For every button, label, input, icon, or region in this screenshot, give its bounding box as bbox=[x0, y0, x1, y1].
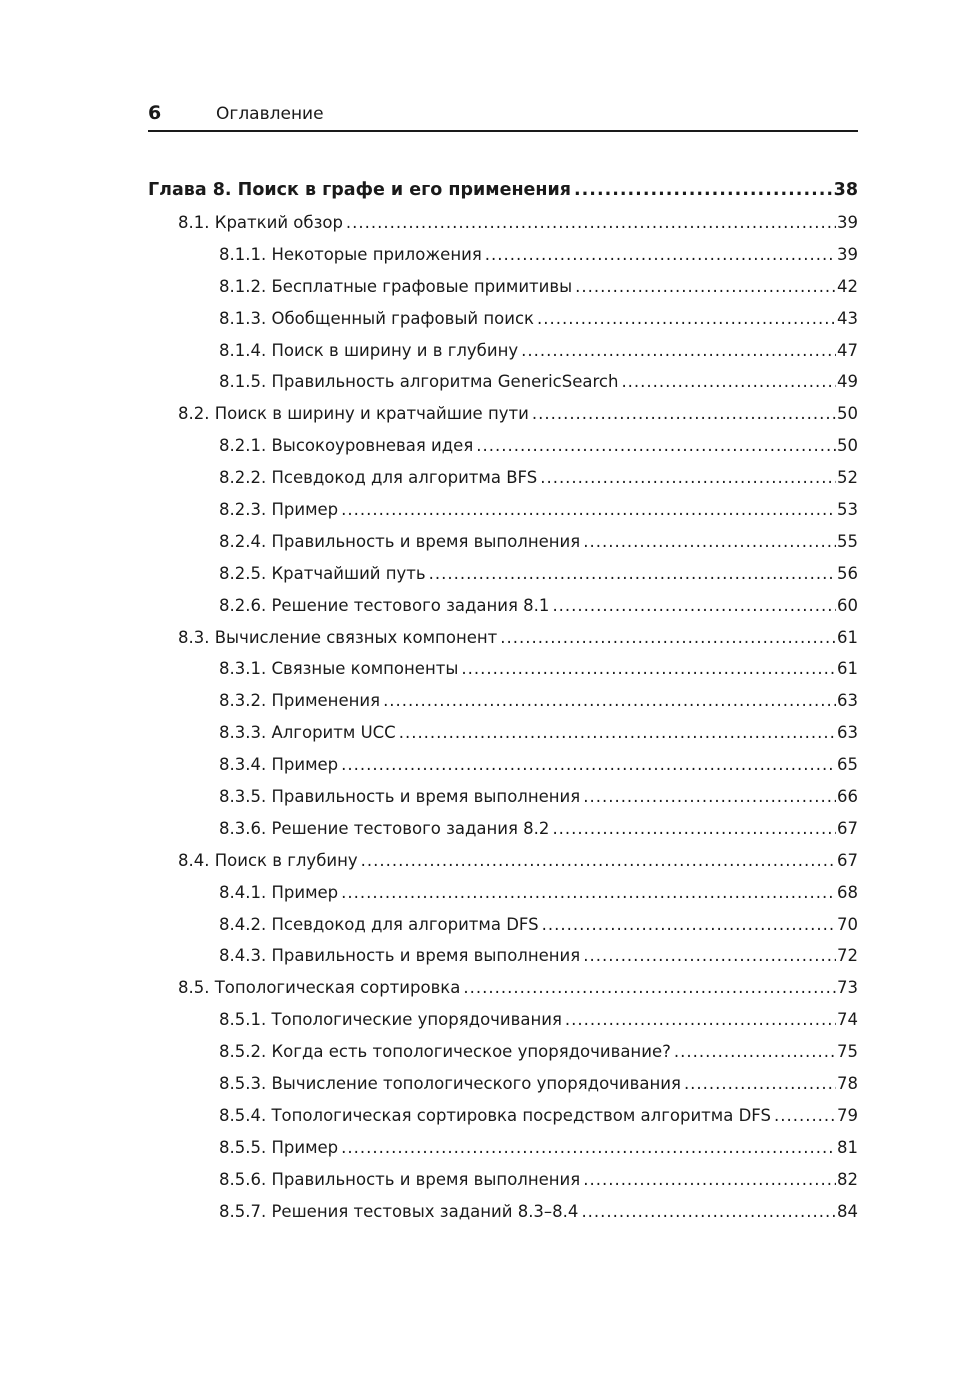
toc-entry-title: Глава 8. Поиск в графе и его применения bbox=[148, 180, 571, 200]
toc-entry-title: 8.1.4. Поиск в ширину и в глубину bbox=[219, 340, 519, 360]
toc-entry-page: 50 bbox=[837, 404, 858, 424]
toc-entry-page: 82 bbox=[837, 1169, 858, 1189]
toc-entry-title: 8.5.1. Топологические упорядочивания bbox=[219, 1010, 562, 1030]
toc-entry-page: 72 bbox=[837, 946, 858, 966]
toc-entry-page: 79 bbox=[837, 1105, 858, 1125]
toc-entry-page: 67 bbox=[837, 818, 858, 838]
toc-entry-page: 39 bbox=[837, 244, 858, 264]
toc-entry-title: 8.3.6. Решение тестового задания 8.2 bbox=[219, 818, 550, 838]
toc-subsection-entry[interactable] bbox=[148, 1042, 858, 1074]
toc-subsection-entry[interactable] bbox=[148, 787, 858, 819]
dot-leader bbox=[583, 787, 836, 806]
toc-entry-title: 8.1.5. Правильность алгоритма GenericSearch bbox=[219, 372, 619, 392]
toc-entry-page: 78 bbox=[837, 1074, 858, 1094]
toc-section-entry[interactable] bbox=[148, 404, 858, 436]
dot-leader bbox=[583, 532, 836, 551]
dot-leader bbox=[461, 659, 836, 678]
toc-entry-title: 8.3.5. Правильность и время выполнения bbox=[219, 787, 581, 807]
toc-entry-title: 8.4.3. Правильность и время выполнения bbox=[219, 946, 581, 966]
toc-entry-title: 8.5.6. Правильность и время выполнения bbox=[219, 1169, 581, 1189]
toc-entry-page: 68 bbox=[837, 882, 858, 902]
toc-entry-page: 70 bbox=[837, 914, 858, 934]
toc-entry-page: 63 bbox=[837, 723, 858, 743]
toc-entry-page: 74 bbox=[837, 1010, 858, 1030]
dot-leader bbox=[361, 851, 836, 870]
dot-leader bbox=[537, 309, 836, 328]
dot-leader bbox=[463, 978, 836, 997]
toc-subsection-entry[interactable] bbox=[148, 564, 858, 596]
toc-subsection-entry[interactable] bbox=[148, 1202, 858, 1234]
dot-leader bbox=[341, 883, 836, 902]
toc-subsection-entry[interactable] bbox=[148, 819, 858, 851]
dot-leader bbox=[429, 564, 836, 583]
toc-subsection-entry[interactable] bbox=[148, 596, 858, 628]
toc-entry-title: 8.2.3. Пример bbox=[219, 500, 339, 520]
toc-entry-title: 8.2.2. Псевдокод для алгоритма BFS bbox=[219, 468, 538, 488]
toc-subsection-entry[interactable] bbox=[148, 372, 858, 404]
toc-entry-title: 8.3. Вычисление связных компонент bbox=[178, 627, 498, 647]
toc-chapter-entry[interactable] bbox=[148, 180, 858, 213]
dot-leader bbox=[774, 1106, 836, 1125]
dot-leader bbox=[485, 245, 836, 264]
toc-entry-title: 8.3.3. Алгоритм UCC bbox=[219, 723, 396, 743]
toc-entry-title: 8.5.5. Пример bbox=[219, 1137, 339, 1157]
toc-section-entry[interactable] bbox=[148, 851, 858, 883]
toc-entry-title: 8.1.2. Бесплатные графовые примитивы bbox=[219, 276, 573, 296]
toc-entry-page: 66 bbox=[837, 787, 858, 807]
toc-entry-page: 49 bbox=[837, 372, 858, 392]
toc-subsection-entry[interactable] bbox=[148, 341, 858, 373]
toc-entry-title: 8.5.2. Когда есть топологическое упорядочивание? bbox=[219, 1042, 671, 1062]
toc-entry-title: 8.3.2. Применения bbox=[219, 691, 381, 711]
toc-entry-page: 60 bbox=[837, 595, 858, 615]
toc-entry-page: 75 bbox=[837, 1042, 858, 1062]
toc-subsection-entry[interactable] bbox=[148, 915, 858, 947]
toc-entry-page: 61 bbox=[837, 659, 858, 679]
dot-leader bbox=[565, 1010, 836, 1029]
toc-subsection-entry[interactable] bbox=[148, 245, 858, 277]
toc-section-entry[interactable] bbox=[148, 628, 858, 660]
toc-entry-title: 8.1.3. Обобщенный графовый поиск bbox=[219, 308, 534, 328]
toc-entry-page: 43 bbox=[837, 308, 858, 328]
dot-leader bbox=[575, 277, 836, 296]
dot-leader bbox=[540, 468, 836, 487]
dot-leader bbox=[542, 915, 836, 934]
toc-entry-page: 61 bbox=[837, 627, 858, 647]
toc-entry-page: 42 bbox=[837, 276, 858, 296]
toc-entry-page: 50 bbox=[837, 436, 858, 456]
toc-subsection-entry[interactable] bbox=[148, 883, 858, 915]
toc-subsection-entry[interactable] bbox=[148, 1010, 858, 1042]
toc-subsection-entry[interactable] bbox=[148, 691, 858, 723]
dot-leader bbox=[574, 180, 833, 200]
toc-entry-page: 38 bbox=[833, 180, 858, 200]
table-of-contents bbox=[148, 180, 858, 1234]
dot-leader bbox=[346, 213, 836, 232]
dot-leader bbox=[341, 755, 836, 774]
toc-subsection-entry[interactable] bbox=[148, 1138, 858, 1170]
toc-section-entry[interactable] bbox=[148, 978, 858, 1010]
toc-entry-page: 63 bbox=[837, 691, 858, 711]
toc-entry-title: 8.5.7. Решения тестовых заданий 8.3–8.4 bbox=[219, 1201, 579, 1221]
dot-leader bbox=[500, 628, 836, 647]
toc-subsection-entry[interactable] bbox=[148, 1170, 858, 1202]
dot-leader bbox=[383, 691, 836, 710]
toc-entry-page: 65 bbox=[837, 755, 858, 775]
toc-entry-page: 56 bbox=[837, 563, 858, 583]
toc-entry-page: 39 bbox=[837, 213, 858, 232]
toc-entry-title: 8.2.1. Высокоуровневая идея bbox=[219, 436, 474, 456]
toc-entry-title: 8.4.1. Пример bbox=[219, 882, 339, 902]
toc-subsection-entry[interactable] bbox=[148, 532, 858, 564]
toc-entry-page: 53 bbox=[837, 500, 858, 520]
toc-subsection-entry[interactable] bbox=[148, 1106, 858, 1138]
dot-leader bbox=[552, 819, 836, 838]
dot-leader bbox=[552, 596, 836, 615]
toc-subsection-entry[interactable] bbox=[148, 755, 858, 787]
toc-section-entry[interactable] bbox=[148, 213, 858, 245]
dot-leader bbox=[581, 1202, 836, 1221]
toc-entry-page: 52 bbox=[837, 468, 858, 488]
toc-entry-title: 8.4. Поиск в глубину bbox=[178, 850, 358, 870]
toc-subsection-entry[interactable] bbox=[148, 500, 858, 532]
toc-subsection-entry[interactable] bbox=[148, 468, 858, 500]
toc-entry-page: 55 bbox=[837, 531, 858, 551]
dot-leader bbox=[684, 1074, 836, 1093]
toc-entry-page: 84 bbox=[837, 1201, 858, 1221]
toc-subsection-entry[interactable] bbox=[148, 1074, 858, 1106]
dot-leader bbox=[583, 946, 836, 965]
dot-leader bbox=[583, 1170, 836, 1189]
toc-subsection-entry[interactable] bbox=[148, 436, 858, 468]
toc-entry-page: 73 bbox=[837, 978, 858, 998]
toc-entry-title: 8.5.3. Вычисление топологического упорядочивания bbox=[219, 1074, 681, 1094]
toc-entry-title: 8.2.6. Решение тестового задания 8.1 bbox=[219, 595, 550, 615]
toc-entry-title: 8.5. Топологическая сортировка bbox=[178, 978, 461, 998]
toc-entry-title: 8.2.4. Правильность и время выполнения bbox=[219, 531, 581, 551]
toc-entry-title: 8.1. Краткий обзор bbox=[178, 213, 343, 232]
toc-subsection-entry[interactable] bbox=[148, 723, 858, 755]
page-number: 6 bbox=[148, 102, 162, 124]
toc-entry-page: 81 bbox=[837, 1137, 858, 1157]
toc-entry-title: 8.3.1. Связные компоненты bbox=[219, 659, 459, 679]
toc-entry-title: 8.2. Поиск в ширину и кратчайшие пути bbox=[178, 404, 529, 424]
toc-entry-title: 8.4.2. Псевдокод для алгоритма DFS bbox=[219, 914, 539, 934]
toc-subsection-entry[interactable] bbox=[148, 946, 858, 978]
toc-subsection-entry[interactable] bbox=[148, 309, 858, 341]
dot-leader bbox=[674, 1042, 836, 1061]
toc-entry-title: 8.2.5. Кратчайший путь bbox=[219, 563, 426, 583]
toc-subsection-entry[interactable] bbox=[148, 659, 858, 691]
toc-subsection-entry[interactable] bbox=[148, 277, 858, 309]
toc-entry-title: 8.5.4. Топологическая сортировка посредством алгоритма DFS bbox=[219, 1105, 771, 1125]
dot-leader bbox=[476, 436, 836, 455]
running-header bbox=[148, 100, 858, 132]
toc-entry-page: 67 bbox=[837, 850, 858, 870]
dot-leader bbox=[341, 500, 836, 519]
dot-leader bbox=[399, 723, 836, 742]
dot-leader bbox=[621, 372, 836, 391]
dot-leader bbox=[521, 341, 836, 360]
toc-entry-title: 8.3.4. Пример bbox=[219, 755, 339, 775]
dot-leader bbox=[341, 1138, 836, 1157]
toc-entry-title: 8.1.1. Некоторые приложения bbox=[219, 244, 482, 264]
dot-leader bbox=[532, 404, 836, 423]
running-title: Оглавление bbox=[216, 104, 324, 124]
toc-entry-page: 47 bbox=[837, 340, 858, 360]
